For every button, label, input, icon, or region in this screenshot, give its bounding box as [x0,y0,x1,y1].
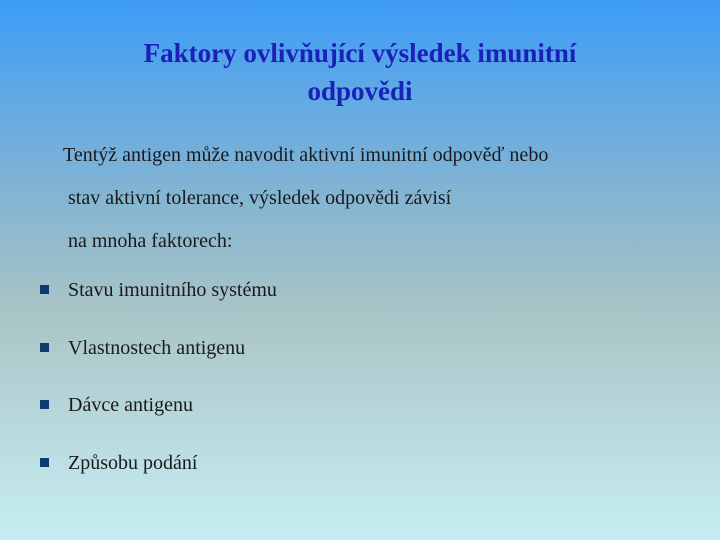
list-item [40,451,197,475]
bullet-text: Dávce antigenu [68,394,193,416]
list-item [40,278,277,302]
intro-line-2: stav aktivní tolerance, výsledek odpovědi závisí [68,187,452,209]
bullet-text: Způsobu podání [68,452,198,474]
title-line-1: Faktory ovlivňující výsledek imunitní [143,38,577,68]
intro-line-3: na mnoha faktorech: [68,230,233,252]
list-item [40,336,245,360]
square-bullet-icon [40,400,49,409]
square-bullet-icon [40,458,49,467]
square-bullet-icon [40,285,49,294]
bullet-text: Vlastnostech antigenu [68,337,246,359]
square-bullet-icon [40,343,49,352]
bullet-text: Stavu imunitního systému [68,279,277,301]
list-item [40,393,193,417]
slide-title [60,34,660,110]
intro-line-1: Tentýž antigen může navodit aktivní imunitní odpověď nebo [63,144,549,166]
title-line-2: odpovědi [307,76,413,106]
